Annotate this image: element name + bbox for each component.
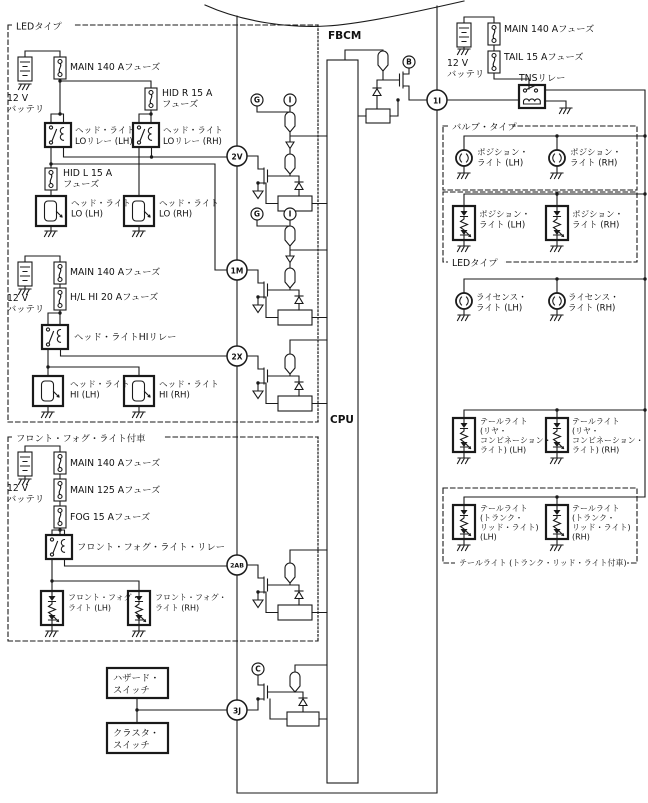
hi-relay-icon (42, 325, 68, 349)
pos-bulb-rh-label: ポジション・ (570, 148, 622, 158)
battery-volts-label-hi: 12 V (7, 293, 29, 304)
fog-group-label: フロント・フォグ・ライト付車 (16, 433, 146, 445)
tail-trunk-rh-label: テールライト (572, 504, 620, 513)
headlight-lo-rh-label2: LO (RH) (159, 209, 193, 220)
connector-3j-label: 3J (232, 706, 242, 716)
fog-light-lh-label: フロント・フォグ・ (68, 593, 140, 602)
tail15-fuse-icon (488, 51, 500, 73)
connector-2x-label: 2X (231, 352, 243, 362)
headlight-hi-lh-label2: HI (LH) (70, 390, 100, 401)
license-lh-label2: ライト (LH) (476, 303, 523, 314)
driver-1i (345, 50, 427, 123)
hid-l-fuse-label2: フューズ (63, 179, 100, 190)
headlight-lo-lh-label: ヘッド・ライト (71, 199, 131, 209)
bulb-type-group-label: バルブ・タイプ (452, 122, 517, 133)
hid-r-fuse-label2: フューズ (162, 99, 199, 110)
fog-light-rh-label: フロント・フォグ・ (155, 593, 227, 602)
headlight-lo-lh-label2: LO (LH) (71, 209, 103, 220)
position-light-led-rh-icon (546, 206, 568, 240)
battery-volts-label-fog: 12 V (7, 483, 29, 494)
ref-c-label: C (255, 664, 261, 674)
connector-1m-label: 1M (230, 266, 244, 276)
driver-symbol (290, 672, 300, 692)
driver-2ab-cpu-input (290, 550, 327, 563)
driver-2ab (247, 563, 327, 620)
ground-icon (551, 458, 564, 464)
ref-i-label: I (288, 95, 292, 105)
main140-fuse-label: MAIN 140 Aフューズ (70, 62, 161, 73)
pos-bulb-rh-label2: ライト (RH) (570, 158, 618, 169)
ref-g-label-2: G (253, 209, 261, 219)
driver-symbol (378, 51, 388, 71)
tns-relay-icon (519, 85, 545, 108)
ground-icon (551, 545, 564, 551)
tail-rear-lh-label3: コンビネーション・ (480, 436, 552, 445)
tail-rear-rh-label3: コンビネーション・ (572, 436, 644, 445)
tail-rear-rh-label2: (リヤ・ (572, 426, 599, 436)
hid-l-fuse-label: HID L 15 A (63, 168, 113, 179)
battery-volts-label: 12 V (7, 93, 29, 104)
ground-icon (458, 545, 471, 551)
hazard-switch-label2: スイッチ (113, 685, 150, 696)
license-light-lh-icon (456, 293, 472, 309)
connector-2ab-label: 2AB (230, 562, 244, 570)
license-rh-label: ライセンス・ (568, 293, 619, 303)
battery-icon (18, 452, 32, 476)
led-type-right-group-label: LEDタイプ (452, 258, 498, 269)
fbcm-module (205, 1, 464, 793)
battery-name-label-hi: バッテリ (7, 304, 45, 315)
position-light-bulb-lh-icon (456, 150, 472, 166)
fog-relay-label: フロント・フォグ・ライト・リレー (77, 542, 226, 553)
ground-icon (46, 631, 59, 637)
main125-fuse-label: MAIN 125 Aフューズ (70, 485, 161, 496)
license-light-rh-icon (549, 293, 565, 309)
pos-bulb-lh-label: ポジション・ (477, 148, 529, 158)
hi-relay-label: ヘッド・ライトHIリレー (74, 332, 177, 343)
fog15-fuse-icon (54, 506, 66, 528)
connector-1i-label: 1I (432, 96, 442, 106)
cpu-label: CPU (330, 414, 354, 426)
tail15-fuse-label: TAIL 15 Aフューズ (504, 52, 584, 63)
led-type-box (8, 25, 318, 422)
tail-rear-lh-label2: (リヤ・ (480, 426, 507, 436)
hl-hi-fuse-icon (54, 288, 66, 310)
ground-icon (133, 231, 146, 237)
hid-l-fuse-icon (45, 168, 57, 190)
main140-fuse-icon (488, 23, 500, 45)
ground-icon (560, 108, 573, 114)
driver-2x (247, 354, 327, 411)
lo-relay-lh-label: ヘッド・ライト (75, 126, 135, 136)
diode-icon (299, 698, 307, 706)
tail-rear-lh-label: テールライト (480, 417, 528, 426)
tail-rear-rh-label: テールライト (572, 417, 620, 426)
connector-2v-label: 2V (231, 152, 243, 162)
fog-relay-icon (46, 535, 72, 559)
lo-relay-lh-label2: LOリレー (LH) (75, 137, 133, 147)
lo-relay-lh-icon (45, 123, 71, 147)
battery-icon (18, 262, 32, 286)
driver-2x-cpu-input (290, 340, 327, 354)
tail-light-trunk-rh-icon (546, 505, 568, 539)
ground-icon (458, 315, 471, 321)
headlight-hi-lh-icon (33, 376, 63, 406)
tail-trunk-rh-label3: リッド・ライト) (572, 523, 631, 532)
ground-icon (45, 231, 58, 237)
led-type-group-label: LEDタイプ (16, 21, 62, 33)
pos-led-lh-label2: ライト (LH) (479, 220, 526, 231)
lo-relay-rh-label: ヘッド・ライト (163, 126, 223, 136)
fbcm-label: FBCM (328, 30, 362, 42)
ground-icon (42, 412, 55, 418)
headlight-hi-rh-label: ヘッド・ライト (159, 380, 219, 390)
hid-r-fuse-label: HID R 15 A (162, 88, 213, 99)
ref-b-label: B (406, 57, 412, 67)
diode-icon (373, 88, 381, 96)
hazard-switch-label: ハザード・ (113, 673, 160, 684)
main140-fuse-label-right: MAIN 140 Aフューズ (504, 24, 595, 35)
battery-name-label-right: バッテリ (447, 69, 485, 80)
tail-rear-lh-label4: ライト) (LH) (480, 445, 527, 455)
hl-hi-fuse-label: H/L HI 20 Aフューズ (70, 292, 159, 303)
trunk-lid-note-label: テールライト (トランク・リッド・ライト付車) (459, 558, 627, 568)
main125-fuse-icon (54, 479, 66, 501)
cluster-switch-label2: スイッチ (113, 740, 150, 751)
fog-light-rh-label2: ライト (RH) (155, 603, 200, 613)
position-light-led-lh-icon (453, 206, 475, 240)
main140-fuse-label-fog: MAIN 140 Aフューズ (70, 458, 161, 469)
pos-led-rh-label2: ライト (RH) (572, 220, 620, 231)
hid-r-fuse-icon (145, 88, 157, 110)
battery-icon (457, 23, 471, 47)
led-headlight-lo-circuit (18, 51, 227, 270)
ground-icon (551, 315, 564, 321)
battery-icon (18, 57, 32, 81)
driver-1m (247, 268, 327, 325)
pos-led-lh-label: ポジション・ (479, 210, 531, 220)
fog-light-lh-label2: ライト (LH) (68, 603, 112, 613)
tns-relay-label: TNSリレー (519, 73, 566, 84)
lo-relay-rh-label2: LOリレー (RH) (163, 137, 222, 147)
ground-icon (458, 49, 471, 55)
tail-light-rear-lh-icon (453, 418, 475, 452)
ground-icon (133, 631, 146, 637)
ground-icon (19, 84, 32, 90)
ref-i-label-2: I (288, 209, 292, 219)
tail-light-trunk-lh-icon (453, 505, 475, 539)
battery-volts-label-right: 12 V (447, 58, 469, 69)
battery-name-label: バッテリ (7, 104, 45, 115)
main140-fuse-label-hi: MAIN 140 Aフューズ (70, 267, 161, 278)
license-lh-label: ライセンス・ (476, 293, 527, 303)
ground-icon (458, 246, 471, 252)
cluster-switch-label: クラスタ・ (113, 728, 160, 739)
pos-led-rh-label: ポジション・ (572, 210, 624, 220)
license-rh-label2: ライト (RH) (568, 303, 616, 314)
driver-2v (247, 154, 327, 211)
fog15-fuse-label: FOG 15 Aフューズ (70, 512, 151, 523)
battery-name-label-fog: バッテリ (7, 494, 45, 505)
fbcm-drivers (227, 50, 447, 726)
headlight-lo-lh-icon (36, 196, 66, 226)
ground-icon (458, 173, 471, 179)
tail-rear-rh-label4: ライト) (RH) (572, 445, 620, 455)
tail-trunk-rh-label4: (RH) (572, 532, 590, 542)
headlight-hi-lh-label: ヘッド・ライト (70, 380, 130, 390)
pos-bulb-lh-label2: ライト (LH) (477, 158, 524, 169)
tail-trunk-lh-label2: (トランク・ (480, 513, 523, 523)
labels (7, 22, 644, 752)
ref-g-label: G (253, 95, 261, 105)
ground-icon (551, 173, 564, 179)
headlight-hi-rh-label2: HI (RH) (159, 390, 190, 401)
page-tear-line (205, 1, 464, 26)
tail-light-rear-rh-icon (546, 418, 568, 452)
tail-trunk-lh-label3: リッド・ライト) (480, 523, 539, 532)
fbcm-box (237, 6, 437, 793)
main140-fuse-icon (54, 452, 66, 474)
lo-relay-rh-icon (133, 123, 159, 147)
tail-trunk-rh-label2: (トランク・ (572, 513, 615, 523)
ground-icon (458, 458, 471, 464)
ground-icon (551, 246, 564, 252)
tail-trunk-lh-label: テールライト (480, 504, 528, 513)
main140-fuse-icon (54, 57, 66, 79)
ground-icon (133, 412, 146, 418)
fog-light-lh-icon (41, 591, 63, 625)
position-light-bulb-rh-icon (549, 150, 565, 166)
headlight-lo-rh-label: ヘッド・ライト (159, 199, 219, 209)
tail-trunk-lh-label4: (LH) (480, 532, 497, 542)
main140-fuse-icon (54, 262, 66, 284)
